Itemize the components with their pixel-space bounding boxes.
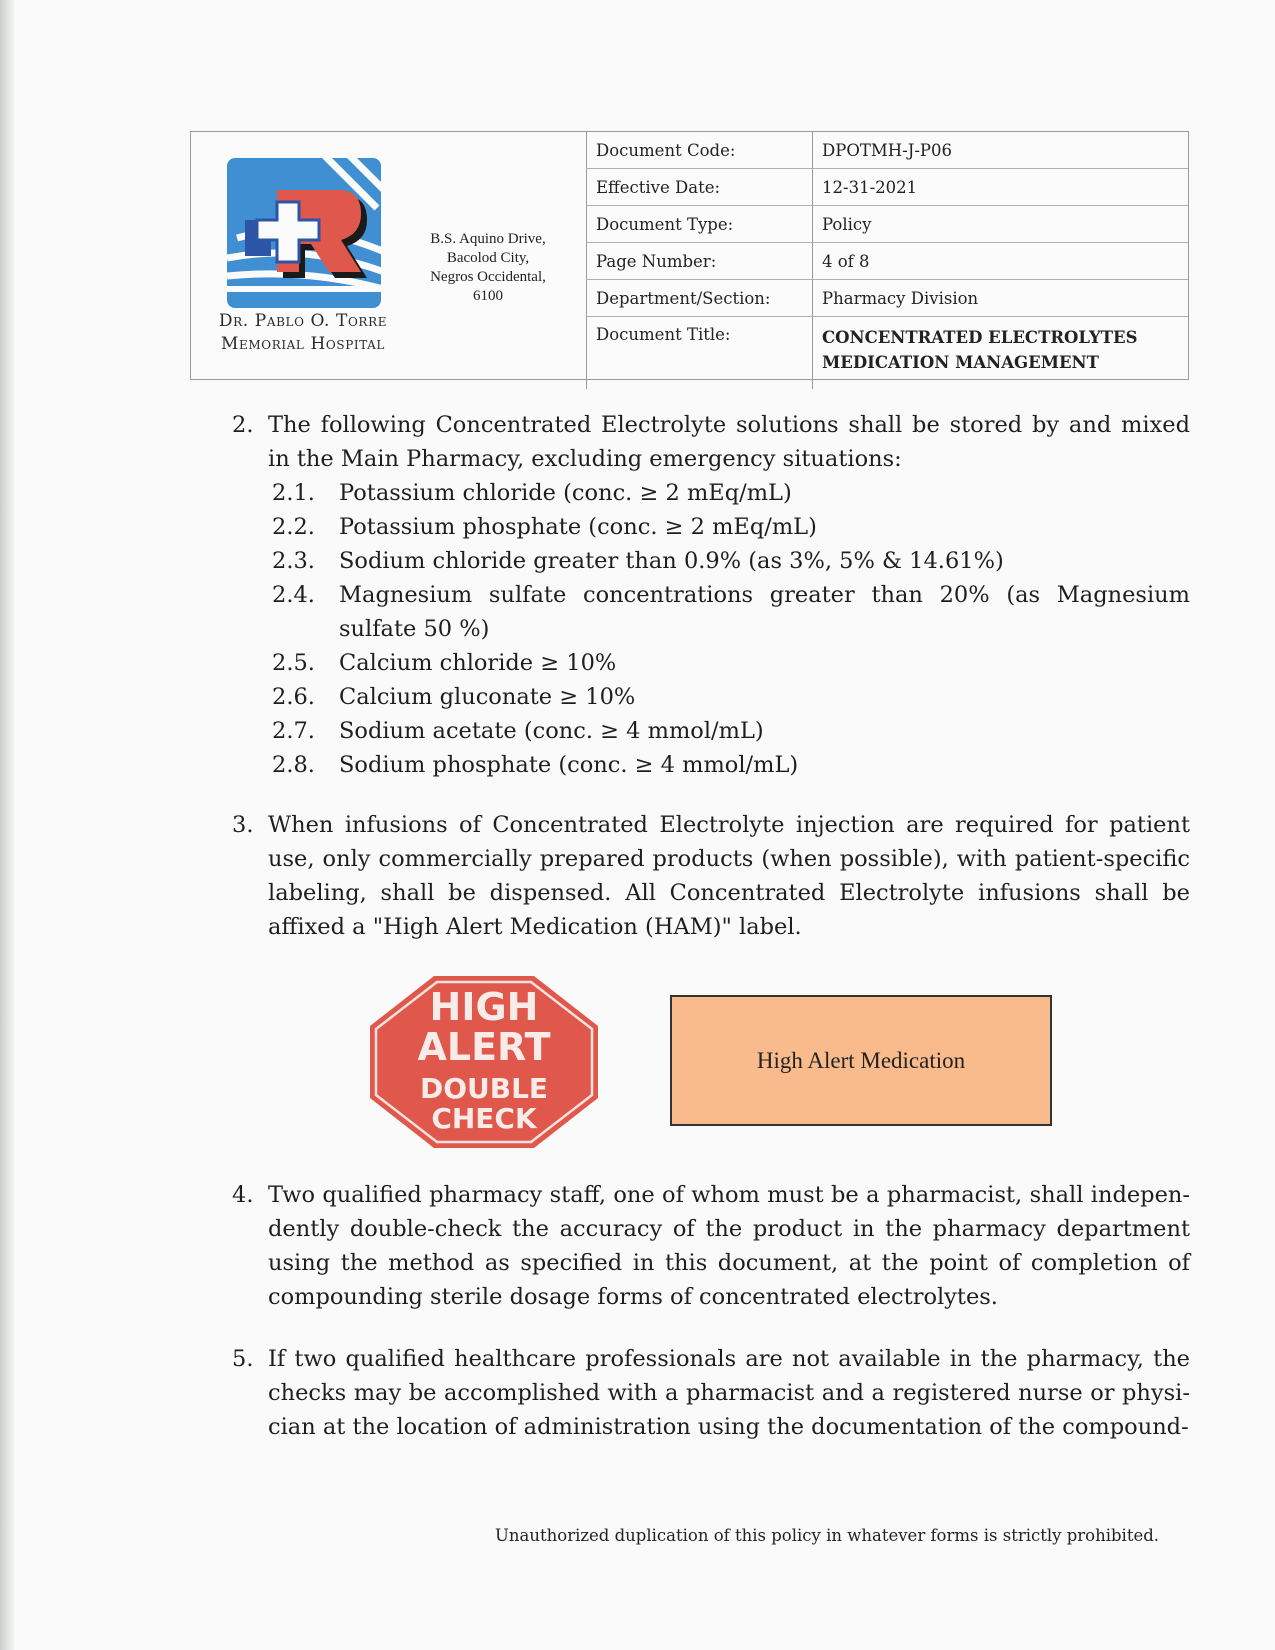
meta-label: Department/Section: [587, 280, 813, 317]
sublist-text: Sodium phosphate (conc. ≥ 4 mmol/mL) [339, 752, 799, 778]
item-number: 3. [232, 812, 254, 838]
sublist-text: Sodium chloride greater than 0.9% (as 3%, 5% & 14.61%) [339, 548, 1004, 574]
meta-label: Document Type: [587, 206, 813, 243]
sublist-text: Potassium chloride (conc. ≥ 2 mEq/mL) [339, 480, 792, 506]
sublist-number: 2.8. [272, 752, 315, 778]
meta-value: DPOTMH-J-P06 [813, 132, 1189, 169]
item-number: 2. [232, 412, 254, 438]
sublist-text: Potassium phosphate (conc. ≥ 2 mEq/mL) [339, 514, 817, 540]
electrolyte-sublist [232, 476, 1190, 782]
high-alert-figures [232, 974, 1190, 1178]
item-number: 4. [232, 1182, 254, 1208]
hospital-branding [191, 132, 586, 379]
meta-row-document-code [587, 132, 1189, 169]
hospital-name [203, 310, 403, 356]
meta-value: 12-31-2021 [813, 169, 1189, 206]
high-alert-medication-label: High Alert Medication [670, 995, 1052, 1126]
footer-notice: Unauthorized duplication of this policy in whatever forms is strictly prohibited. [495, 1526, 1160, 1545]
hospital-address [413, 230, 563, 306]
policy-item-2 [232, 408, 1190, 476]
meta-row-effective-date [587, 169, 1189, 206]
meta-value: Pharmacy Division [813, 280, 1189, 317]
sublist-item [232, 510, 1190, 544]
sublist-number: 2.5. [272, 650, 315, 676]
sublist-text: Calcium gluconate ≥ 10% [339, 684, 636, 710]
meta-value: Policy [813, 206, 1189, 243]
hospital-logo-icon [227, 158, 381, 310]
meta-row-document-type [587, 206, 1189, 243]
meta-row-department [587, 280, 1189, 317]
meta-label: Page Number: [587, 243, 813, 280]
meta-label: Document Title: [587, 317, 813, 390]
sublist-number: 2.1. [272, 480, 315, 506]
sublist-text: Sodium acetate (conc. ≥ 4 mmol/mL) [339, 718, 764, 744]
address-line3: Negros Occidental, [430, 269, 546, 285]
policy-item-5 [232, 1342, 1190, 1444]
sublist-number: 2.6. [272, 684, 315, 710]
sublist-item [232, 748, 1190, 782]
hospital-name-line2: Memorial Hospital [221, 334, 385, 354]
high-alert-double-check-sign-icon [368, 974, 600, 1150]
hospital-name-line1: Dr. Pablo O. Torre [218, 311, 388, 331]
policy-body [232, 408, 1190, 1444]
meta-label: Effective Date: [587, 169, 813, 206]
sign-text-alert: ALERT [417, 1025, 551, 1069]
meta-value: 4 of 8 [813, 243, 1189, 280]
sublist-number: 2.2. [272, 514, 315, 540]
item-text: Two qualified pharmacy staff, one of whom must be a pharmacist, shall independently double-check the accuracy of the product in the pharmacy department using the method as specified in this document, at the point of completion of compounding sterile dosage forms of concentrated electrolytes. [268, 1182, 1190, 1310]
sublist-number: 2.3. [272, 548, 315, 574]
sign-text-double: DOUBLE [419, 1072, 549, 1105]
sublist-item [232, 476, 1190, 510]
address-line1: B.S. Aquino Drive, [430, 231, 546, 247]
item-text: The following Concentrated Electrolyte solutions shall be stored by and mixed in the Main Pharmacy, excluding emergency situations: [268, 412, 1190, 472]
sublist-text: Magnesium sulfate concentrations greater than 20% (as Magnesium sulfate 50 %) [339, 582, 1190, 642]
sublist-text: Calcium chloride ≥ 10% [339, 650, 617, 676]
sublist-number: 2.7. [272, 718, 315, 744]
sublist-item [232, 714, 1190, 748]
sign-text-check: CHECK [431, 1102, 537, 1135]
document-title-line2: MEDICATION MANAGEMENT [822, 353, 1099, 372]
policy-item-3 [232, 808, 1190, 944]
meta-row-page-number [587, 243, 1189, 280]
item-text: When infusions of Concentrated Electrolyte injection are required for patient use, only commercially prepared products (when possible), with patient-specific labeling, shall be dispensed. All Concentrated Electrolyte infusions shall be affixed a "High Alert Medication (HAM)" label. [268, 812, 1190, 940]
document-header [190, 131, 1189, 380]
scan-edge-shadow [0, 0, 14, 1650]
item-text: If two qualified healthcare professionals are not available in the pharmacy, the checks may be accomplished with a pharmacist and a registered nurse or physician at the location of administration using the documentation of the compound- [268, 1346, 1190, 1440]
address-line2: Bacolod City, [446, 250, 530, 266]
policy-item-4 [232, 1178, 1190, 1314]
address-line4: 6100 [473, 288, 503, 304]
document-title [813, 317, 1189, 390]
sublist-item [232, 680, 1190, 714]
sign-text-high: HIGH [429, 985, 539, 1029]
document-title-line1: CONCENTRATED ELECTROLYTES [822, 328, 1138, 347]
sublist-item [232, 578, 1190, 646]
sublist-item [232, 646, 1190, 680]
document-meta-table [586, 132, 1188, 389]
meta-label: Document Code: [587, 132, 813, 169]
item-number: 5. [232, 1346, 254, 1372]
meta-row-document-title [587, 317, 1189, 390]
sublist-item [232, 544, 1190, 578]
sublist-number: 2.4. [272, 582, 315, 608]
